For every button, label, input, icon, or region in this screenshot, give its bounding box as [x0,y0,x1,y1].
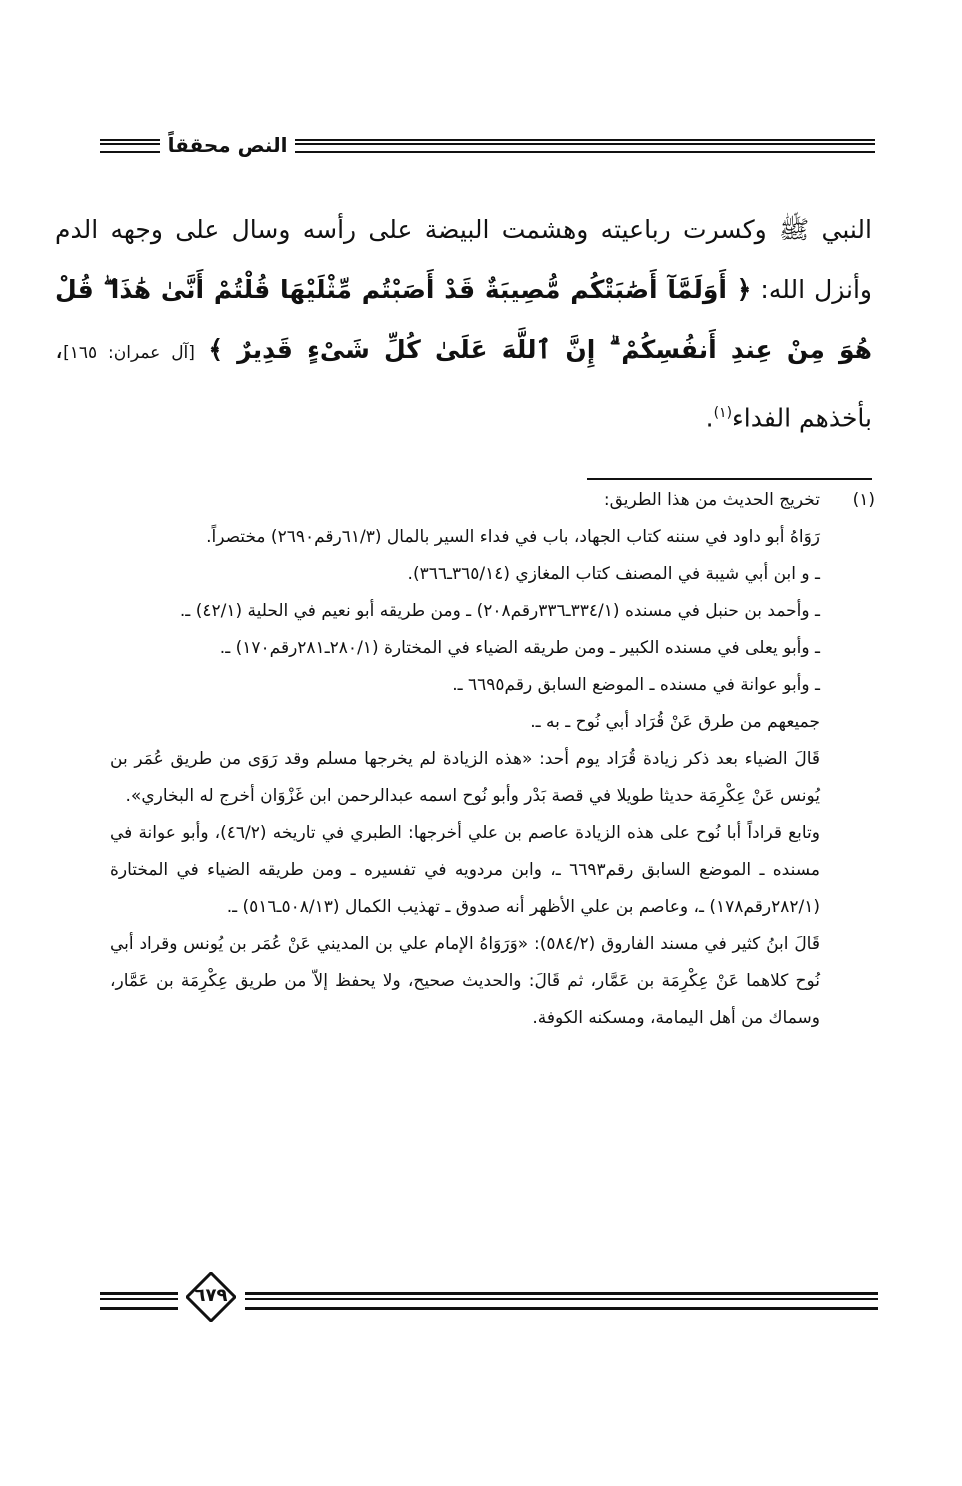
footnote-line: رَوَاهُ أبو داود في سننه كتاب الجهاد، باب في فداء السير بالمال (٦١/٣رقم٢٦٩٠) مختصراً. [206,527,820,547]
footnote-body [110,482,820,1037]
header-rule-right [295,139,875,153]
page-number: ٦٧٩ [194,1285,228,1306]
main-line-1: النبي ﷺ وكسرت رباعيته وهشمت البيضة على رأسه وسال على وجهه الدم [55,215,872,244]
header-rule-left [100,139,160,153]
footnote-line: ـ وأحمد بن حنبل في مسنده (٣٣٤/١ـ٣٣٦رقم٢٠٨) ـ ومن طريقه أبو نعيم في الحلية (٤٢/١) ـ. [179,601,820,621]
main-paragraph [55,200,872,448]
footnote-line: جميعهم من طرق عَنْ قُرَاد أبي نُوح ـ به ـ. [530,712,820,732]
page-footer [100,1270,878,1350]
main-end: . [705,403,714,433]
footnote-line: ـ وأبو عوانة في مسنده ـ الموضع السابق رقم٦٦٩٥ ـ. [452,675,820,695]
main-text [55,200,872,448]
footnote-number: (١) [852,490,875,510]
footnotes-block [110,482,875,1037]
footnote-line: قَالَ الضياء بعد ذكر زيادة قُرَاد يوم أحد: «هذه الزيادة لم يخرجها مسلم وقد رَوَى من طريق عُمَر بن يُونس عَنْ عِكْرِمَة حديثا طويلا في قصة بَدْر وأبو نُوح اسمه عبدالرحمن ابن غَزْوَان أخرج له البخاري». [110,749,820,806]
quran-verse: ﴿ أَوَلَمَّآ أَصَٰبَتْكُم مُّصِيبَةٌ قَدْ أَصَبْتُم مِّثْلَيْهَا قُلْتُمْ أَنَّىٰ هَٰذَا ۖ قُلْ هُوَ مِنْ عِندِ أَنفُسِكُمْ ۗ إِنَّ ٱللَّهَ عَلَىٰ كُلِّ شَىْءٍ قَدِيرٌ ﴾ [55,275,872,364]
header-title: النص محققاً [167,133,288,157]
footnote-line: وتابع قراداً أبا نُوح على هذه الزيادة عاصم بن علي أخرجها: الطبري في تاريخه (٤٦/٢)، وأبو عوانة في مسنده ـ الموضع السابق رقم٦٦٩٣ ـ، وابن مردويه في تفسيره ـ ومن طريقه الضياء في المختارة (٢٨٢/١رقم١٧٨) ـ، وعاصم بن علي الأظهر أنه صدوق ـ تهذيب الكمال (٥٠٨/١٣ـ٥١٦) ـ. [110,823,820,917]
footnote-marker: (١) [713,405,733,421]
footnote-separator [587,478,872,480]
footnote-line: ـ و ابن أبي شيبة في المصنف كتاب المغازي (٣٦٥/١٤ـ٣٦٦). [407,564,820,584]
verse-citation: [آل عمران: ١٦٥] [63,343,195,363]
main-intro: وأنزل الله: [751,275,872,304]
footnote-line: تخريج الحديث من هذا الطريق: [603,490,820,510]
main-tail: ، بأخذهم الفداء [55,335,872,433]
page-number-diamond [186,1272,236,1322]
footnote-line: ـ وأبو يعلى في مسنده الكبير ـ ومن طريقه الضياء في المختارة (٢٨٠/١ـ٢٨١رقم١٧٠) ـ. [219,638,820,658]
footnote-line: قَالَ ابنُ كثير في مسند الفاروق (٥٨٤/٢): «وَرَوَاهُ الإمام علي بن المديني عَنْ عُمَر بن يُونس وقراد أبي نُوح كلاهما عَنْ عِكْرِمَة بن عَمَّار، ثم قَالَ: والحديث صحيح، ولا يحفظ إلاّ من طريق عِكْرِمَة بن عَمَّار، وسماك من أهل اليمامة، ومسكنه الكوفة. [110,934,820,1028]
running-header [100,130,875,160]
footer-rule-right [245,1292,878,1310]
footer-rule-left [100,1292,178,1310]
